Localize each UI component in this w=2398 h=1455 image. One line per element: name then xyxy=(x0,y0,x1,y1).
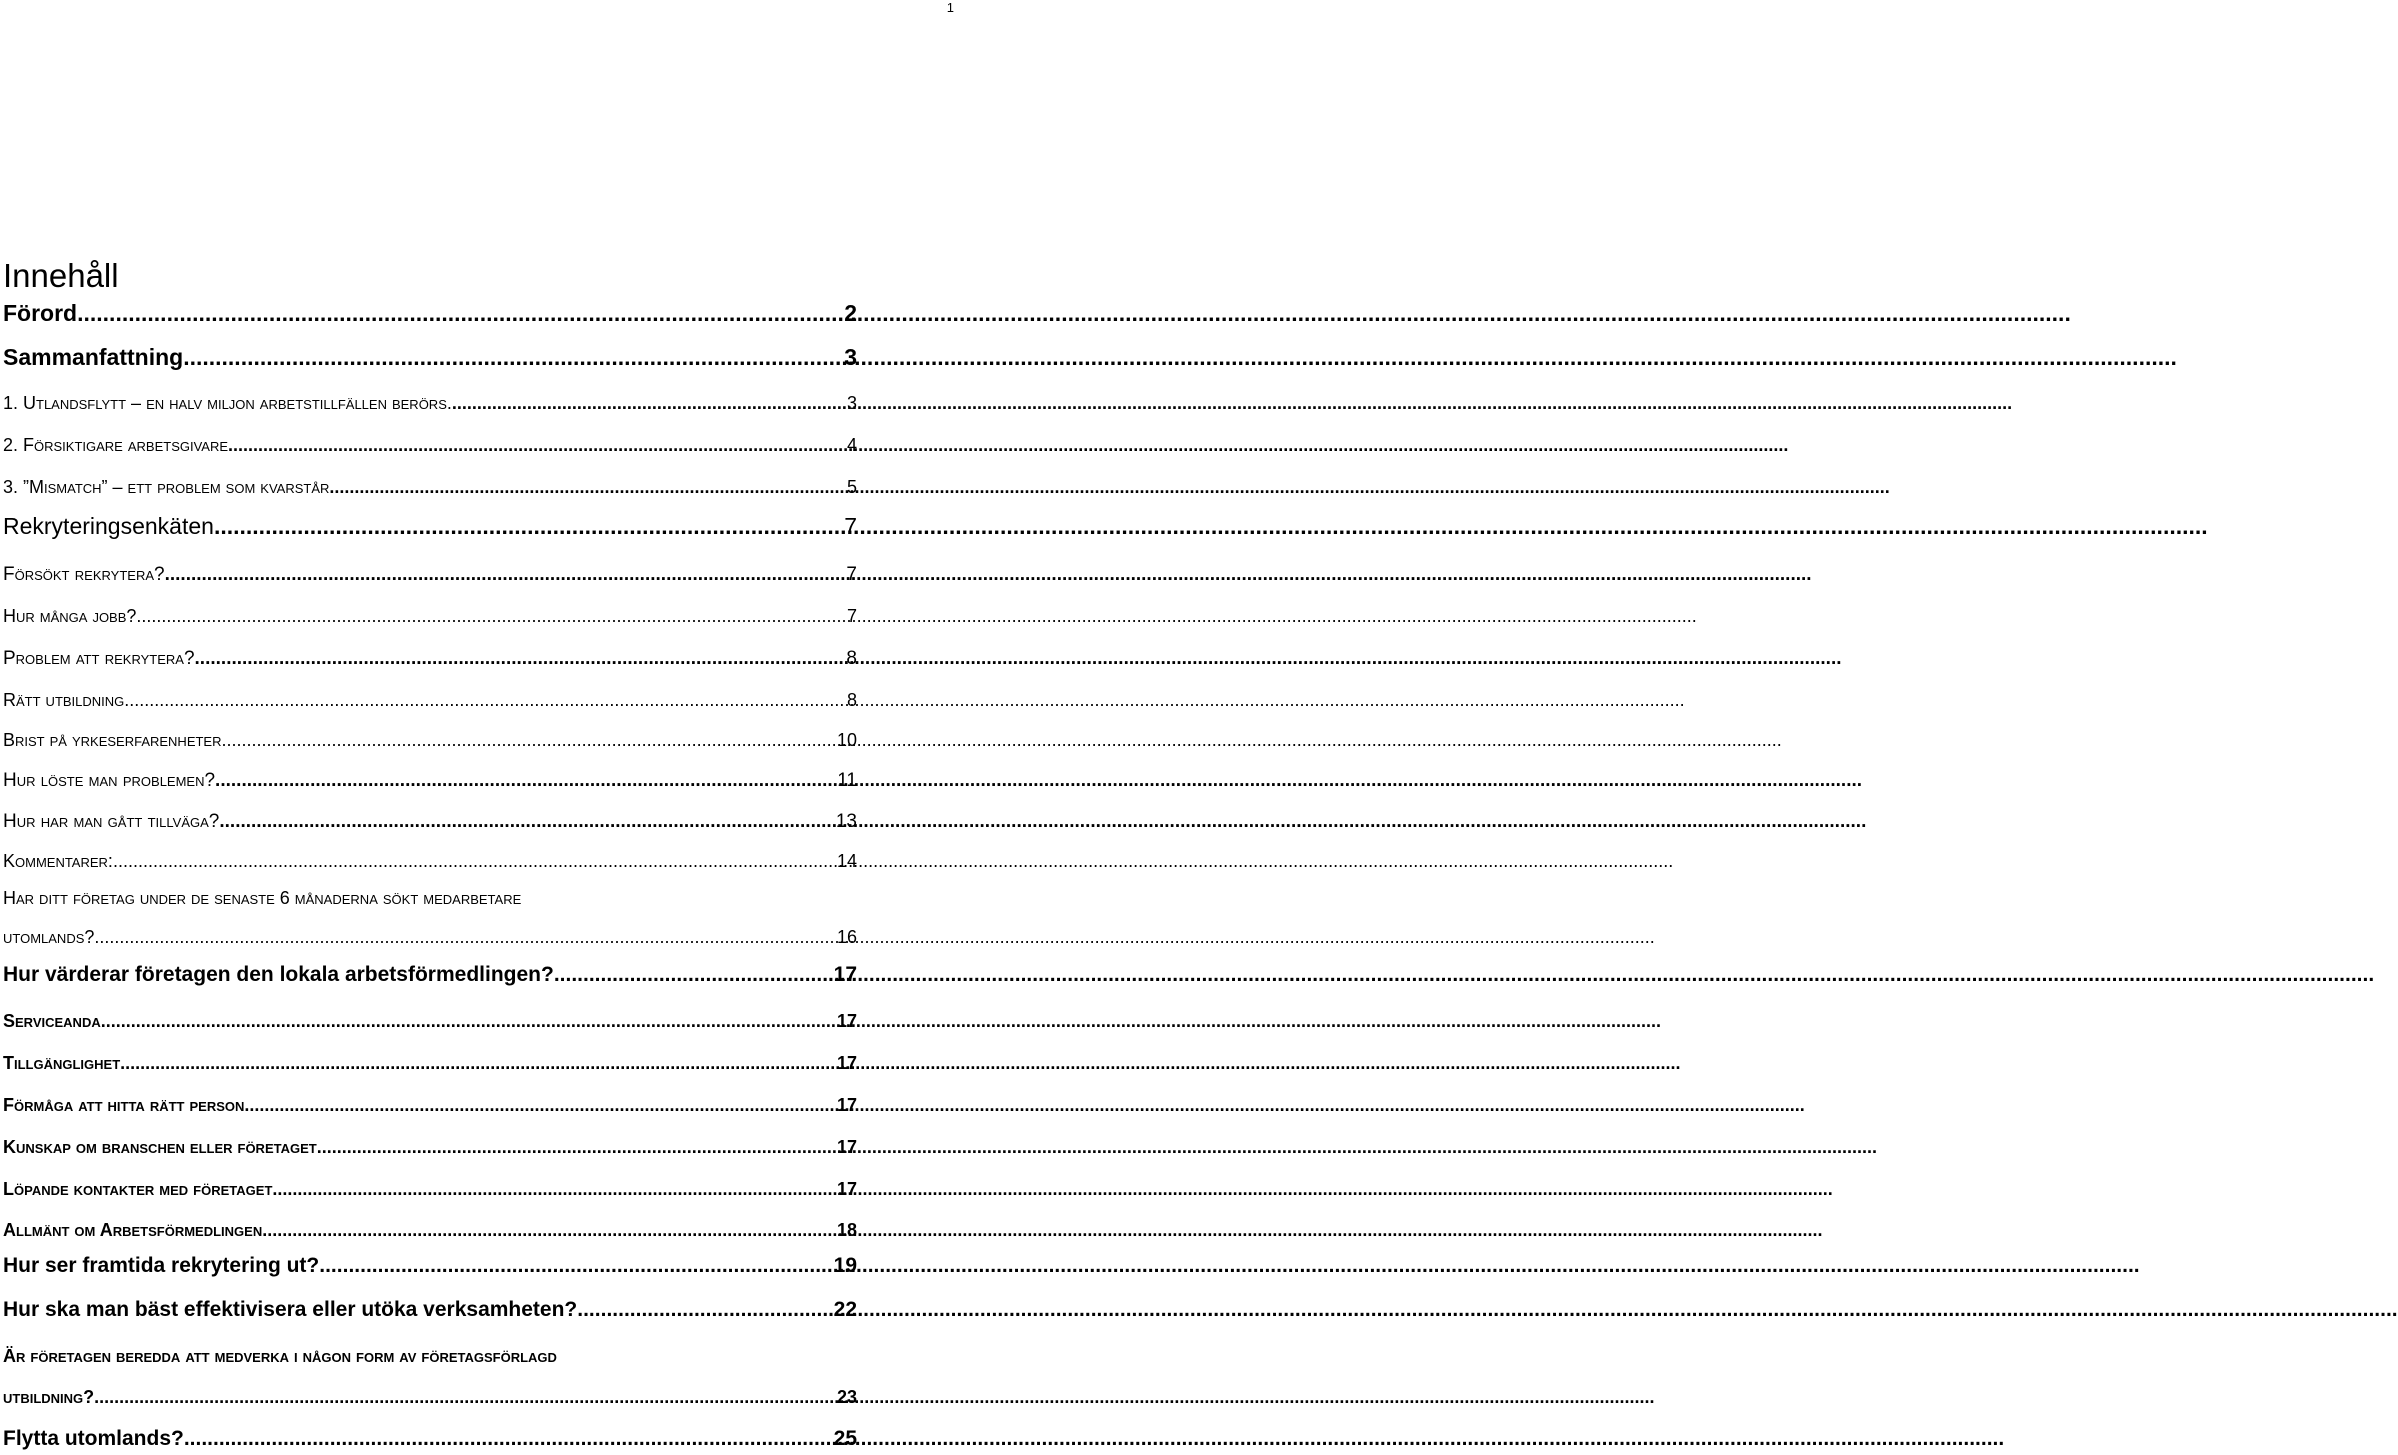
toc-page-number: 17 xyxy=(836,1137,857,1157)
toc-entry-label: Flytta utomlands? xyxy=(3,1427,184,1450)
toc-page-number: 7 xyxy=(844,513,857,539)
toc-entry-label: Serviceanda xyxy=(3,1011,101,1031)
toc-entry-label: 2. Försiktigare arbetsgivare xyxy=(3,435,229,455)
toc-entry-hur-manga-jobb[interactable] xyxy=(3,606,857,627)
toc-page-number: 18 xyxy=(836,1220,857,1240)
toc-entry-hur-varderar[interactable] xyxy=(3,963,857,987)
toc-leader xyxy=(136,606,843,627)
table-of-contents xyxy=(0,0,960,1455)
toc-entry-label: 1. Utlandsflytt – en halv miljon arbetstillfällen berörs. xyxy=(3,393,452,413)
toc-page-number: 13 xyxy=(835,811,857,832)
toc-page-number: 23 xyxy=(836,1387,857,1407)
toc-leader xyxy=(101,1011,833,1032)
toc-leader xyxy=(124,690,843,711)
toc-entry-ar-foretagen-line1[interactable]: Är företagen beredda att medverka i någon form av företagsförlagd xyxy=(3,1346,557,1366)
toc-entry-label: Rätt utbildning xyxy=(3,690,125,710)
toc-entry-label: Hur värderar företagen den lokala arbetsförmedlingen? xyxy=(3,963,554,986)
toc-leader xyxy=(195,648,843,670)
toc-leader xyxy=(319,1254,829,1278)
toc-leader xyxy=(165,564,843,586)
toc-entry-label: Hur många jobb? xyxy=(3,606,137,626)
toc-entry-sammanfattning[interactable] xyxy=(3,344,857,371)
toc-leader xyxy=(214,513,840,540)
toc-entry-label: Kommentarer: xyxy=(3,851,113,871)
toc-leader xyxy=(183,344,840,371)
toc-leader xyxy=(215,770,833,792)
toc-entry-label: Hur har man gått tillväga? xyxy=(3,811,220,832)
toc-entry-utlandsflytt[interactable] xyxy=(3,393,857,414)
toc-leader xyxy=(554,963,830,987)
toc-leader xyxy=(184,1427,830,1451)
toc-leader xyxy=(228,435,843,456)
toc-entry-label: Rekryteringsenkäten xyxy=(3,513,214,539)
toc-leader xyxy=(329,477,843,498)
toc-page-number: 25 xyxy=(833,1427,857,1450)
toc-page-number: 11 xyxy=(837,770,857,791)
toc-page-number: 17 xyxy=(836,1053,857,1073)
toc-leader xyxy=(244,1095,833,1116)
toc-page-number: 7 xyxy=(846,606,857,626)
toc-leader xyxy=(120,1053,833,1074)
toc-entry-serviceanda[interactable] xyxy=(3,1011,857,1032)
toc-entry-label: Förord xyxy=(3,300,78,326)
toc-entry-label: utbildning? xyxy=(3,1387,95,1407)
toc-leader xyxy=(262,1220,833,1241)
toc-page-number: 16 xyxy=(836,927,857,947)
toc-page-number: 8 xyxy=(846,648,857,669)
toc-entry-ratt-utbildning[interactable] xyxy=(3,690,857,711)
toc-entry-label: Tillgänglighet xyxy=(3,1053,121,1073)
toc-leader xyxy=(94,927,833,948)
toc-entry-forord[interactable] xyxy=(3,300,857,327)
toc-entry-label: Förmåga att hitta rätt person xyxy=(3,1095,245,1115)
toc-entry-label: Kunskap om branschen eller företaget xyxy=(3,1137,317,1157)
toc-entry-forsokt-rekrytera[interactable] xyxy=(3,564,857,586)
toc-entry-label: 3. ”Mismatch” – ett problem som kvarstår xyxy=(3,477,330,497)
toc-entry-rekryteringsenkaten[interactable] xyxy=(3,513,857,540)
toc-entry-label: Hur löste man problemen? xyxy=(3,770,216,791)
toc-leader xyxy=(272,1179,833,1200)
toc-entry-har-ditt-foretag-line1[interactable]: Har ditt företag under de senaste 6 månaderna sökt medarbetare xyxy=(3,888,522,908)
toc-entry-hur-har-man-gatt[interactable] xyxy=(3,811,857,833)
toc-entry-label: Brist på yrkeserfarenheter xyxy=(3,730,222,750)
toc-leader xyxy=(452,393,843,414)
toc-entry-label: Löpande kontakter med företaget xyxy=(3,1179,273,1199)
toc-entry-hur-loste-man[interactable] xyxy=(3,770,857,792)
toc-entry-brist-pa-yrkeserfarenheter[interactable] xyxy=(3,730,857,751)
toc-leader xyxy=(94,1387,833,1408)
toc-entry-mismatch[interactable] xyxy=(3,477,857,498)
toc-page-number: 17 xyxy=(836,1011,857,1031)
toc-entry-kunskap[interactable] xyxy=(3,1137,857,1158)
toc-entry-label: Hur ser framtida rekrytering ut? xyxy=(3,1254,320,1277)
toc-page-number: 5 xyxy=(846,477,857,497)
toc-leader xyxy=(577,1298,829,1322)
toc-entry-allmant[interactable] xyxy=(3,1220,857,1241)
toc-entry-har-ditt-foretag-line2[interactable] xyxy=(3,927,857,948)
toc-leader xyxy=(222,730,833,751)
toc-title: Innehåll xyxy=(3,257,119,294)
toc-entry-label: utomlands? xyxy=(3,927,95,947)
toc-page-number: 7 xyxy=(846,564,857,585)
page-number: 1 xyxy=(946,0,954,15)
toc-entry-label: Allmänt om Arbetsförmedlingen xyxy=(3,1220,263,1240)
toc-entry-forsiktigare[interactable] xyxy=(3,435,857,456)
toc-page-number: 17 xyxy=(836,1179,857,1199)
toc-entry-flytta-utomlands[interactable] xyxy=(3,1427,857,1451)
toc-page-number: 10 xyxy=(836,730,857,750)
toc-entry-label: Försökt rekrytera? xyxy=(3,564,165,585)
toc-page-number: 17 xyxy=(836,1095,857,1115)
toc-entry-problem-att-rekrytera[interactable] xyxy=(3,648,857,670)
toc-entry-kommentarer[interactable] xyxy=(3,851,857,872)
toc-page-number: 3 xyxy=(846,393,857,413)
toc-page-number: 17 xyxy=(833,963,857,986)
toc-page-number: 3 xyxy=(844,344,857,370)
toc-page-number: 14 xyxy=(836,851,857,871)
toc-page-number: 4 xyxy=(846,435,857,455)
toc-page-number: 2 xyxy=(844,300,857,326)
toc-page-number: 19 xyxy=(833,1254,857,1277)
toc-entry-effektivisera[interactable] xyxy=(3,1298,857,1322)
toc-leader xyxy=(113,851,833,872)
toc-entry-tillganglighet[interactable] xyxy=(3,1053,857,1074)
toc-entry-formaga[interactable] xyxy=(3,1095,857,1116)
toc-entry-label: Hur ska man bäst effektivisera eller utöka verksamheten? xyxy=(3,1298,578,1321)
toc-entry-lopande-kontakter[interactable] xyxy=(3,1179,857,1200)
toc-entry-ar-foretagen-line2[interactable] xyxy=(3,1387,857,1408)
toc-leader xyxy=(77,300,840,327)
toc-entry-label: Sammanfattning xyxy=(3,344,184,370)
toc-leader xyxy=(317,1137,833,1158)
toc-page-number: 8 xyxy=(846,690,857,710)
toc-leader xyxy=(219,811,832,833)
toc-page-number: 22 xyxy=(833,1298,857,1321)
toc-entry-framtida-rekrytering[interactable] xyxy=(3,1254,857,1278)
toc-entry-label: Problem att rekrytera? xyxy=(3,648,195,669)
